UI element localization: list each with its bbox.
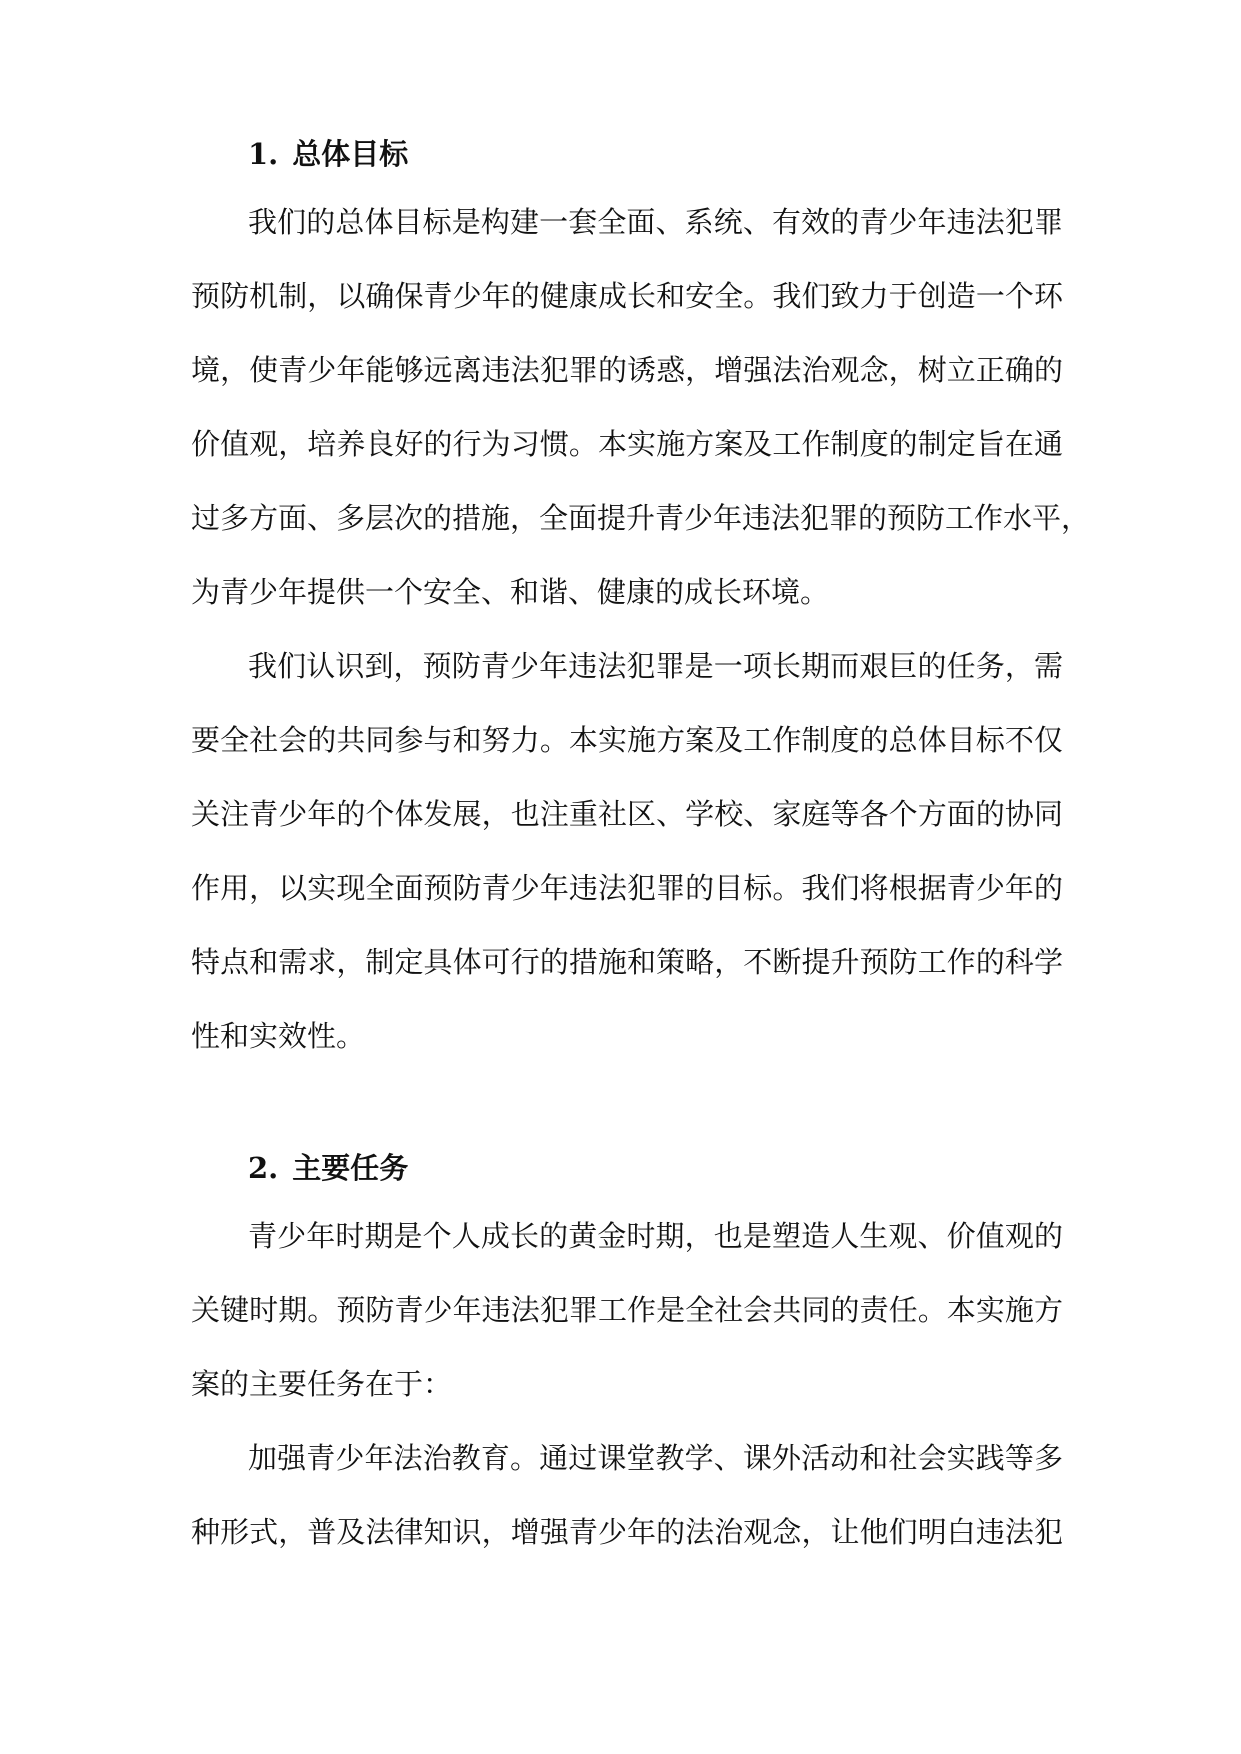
- section-number: 2.: [248, 1151, 279, 1185]
- section-title: 总体目标: [292, 137, 409, 171]
- text-line: 关键时期。预防青少年违法犯罪工作是全社会共同的责任。本实施方: [191, 1293, 1063, 1327]
- text-line: 预防机制，以确保青少年的健康成长和安全。我们致力于创造一个环: [191, 279, 1063, 313]
- paragraph: [191, 1199, 1063, 1421]
- text-line: 作用，以实现全面预防青少年违法犯罪的目标。我们将根据青少年的: [191, 871, 1063, 905]
- text-line: 我们认识到，预防青少年违法犯罪是一项长期而艰巨的任务，需: [248, 649, 1063, 683]
- text-line: 案的主要任务在于：: [191, 1367, 453, 1401]
- text-line: 性和实效性。: [191, 1019, 366, 1053]
- text-line: 我们的总体目标是构建一套全面、系统、有效的青少年违法犯罪: [248, 205, 1063, 239]
- section-heading: [248, 134, 408, 174]
- paragraph: [191, 629, 1063, 1073]
- section-number: 1.: [248, 137, 279, 171]
- paragraph: [191, 185, 1091, 629]
- text-line: 种形式，普及法律知识，增强青少年的法治观念，让他们明白违法犯: [191, 1515, 1063, 1549]
- text-line: 要全社会的共同参与和努力。本实施方案及工作制度的总体目标不仅: [191, 723, 1063, 757]
- text-line: 过多方面、多层次的措施，全面提升青少年违法犯罪的预防工作水平，: [191, 501, 1091, 535]
- paragraph: [191, 1421, 1063, 1569]
- text-line: 关注青少年的个体发展，也注重社区、学校、家庭等各个方面的协同: [191, 797, 1063, 831]
- section-title: 主要任务: [292, 1151, 409, 1185]
- text-line: 为青少年提供一个安全、和谐、健康的成长环境。: [191, 575, 830, 609]
- text-line: 青少年时期是个人成长的黄金时期，也是塑造人生观、价值观的: [248, 1219, 1063, 1253]
- text-line: 加强青少年法治教育。通过课堂教学、课外活动和社会实践等多: [248, 1441, 1063, 1475]
- text-line: 境，使青少年能够远离违法犯罪的诱惑，增强法治观念，树立正确的: [191, 353, 1063, 387]
- section-heading: [248, 1148, 408, 1188]
- text-line: 价值观，培养良好的行为习惯。本实施方案及工作制度的制定旨在通: [191, 427, 1063, 461]
- text-line: 特点和需求，制定具体可行的措施和策略，不断提升预防工作的科学: [191, 945, 1063, 979]
